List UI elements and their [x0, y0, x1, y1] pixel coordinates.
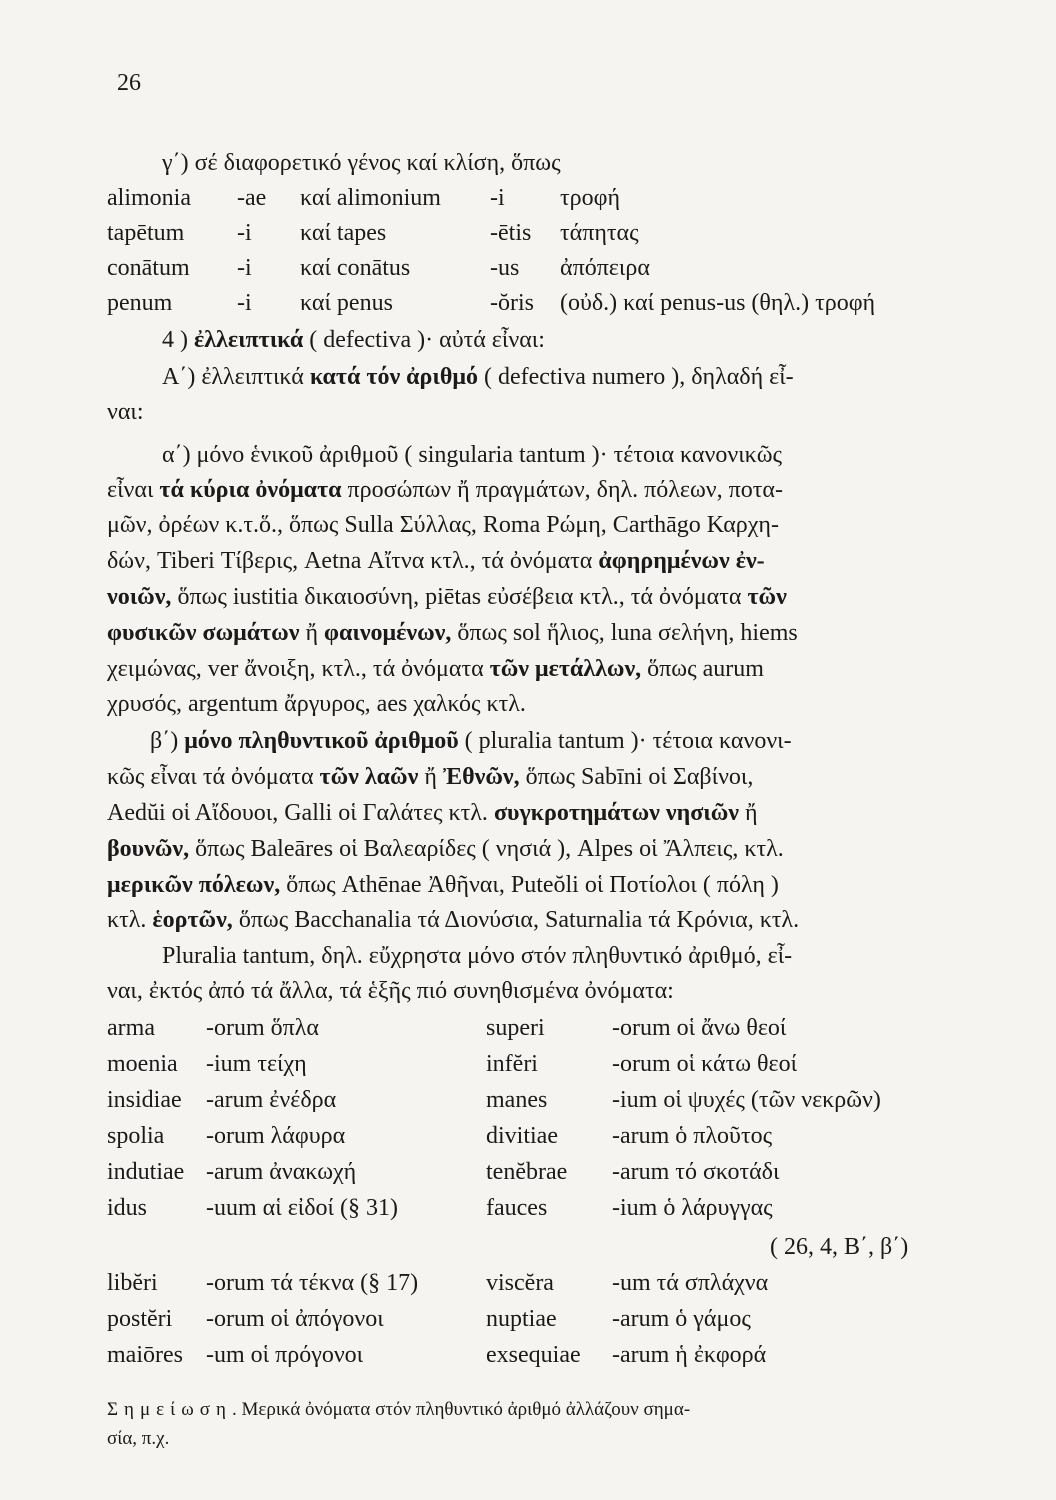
- alpha-line: φυσικῶν σωμάτων ἤ φαινομένων, ὅπως sol ἥλιος, luna σελήνη, hiems: [107, 620, 798, 646]
- reference-note: ( 26, 4, Β΄, β΄): [770, 1234, 909, 1260]
- alpha-line: νοιῶν, ὅπως iustitia δικαιοσύνη, piētas εὐσέβεια κτλ., τά ὀνόματα τῶν: [107, 584, 787, 610]
- section-a-line1: Α΄) ἐλλειπτικά κατά τόν ἀριθμό ( defectiva numero ), δηλαδή εἶ-: [162, 364, 794, 390]
- item4-line: 4 ) ἐλλειπτικά ( defectiva )· αὐτά εἶναι:: [162, 327, 545, 353]
- section-a-line2: ναι:: [107, 399, 144, 425]
- pluralia-line: Pluralia tantum, δηλ. εὔχρηστα μόνο στόν πληθυντικό ἀριθμό, εἶ-: [162, 943, 793, 969]
- alpha-line: χειμώνας, ver ἄνοιξη, κτλ., τά ὀνόματα τῶν μετάλλων, ὅπως aurum: [107, 656, 764, 682]
- footnote-continuation: σία, π.χ.: [107, 1428, 170, 1449]
- pluralia-line: ναι, ἐκτός ἀπό τά ἄλλα, τά ἑξῆς πιό συνηθισμένα ὀνόματα:: [107, 978, 674, 1004]
- alpha-line: εἶναι τά κύρια ὀνόματα προσώπων ἤ πραγμάτων, δηλ. πόλεων, ποτα-: [107, 477, 783, 503]
- alpha-line: α΄) μόνο ἑνικοῦ ἀριθμοῦ ( singularia tantum )· τέτοια κανονικῶς: [162, 442, 783, 468]
- alpha-line: χρυσός, argentum ἄργυρος, aes χαλκός κτλ.: [107, 691, 526, 717]
- beta-line: Aedŭi οἱ Αἴδουοι, Galli οἱ Γαλάτες κτλ. συγκροτημάτων νησιῶν ἤ: [107, 800, 758, 826]
- beta-line: β΄) μόνο πληθυντικοῦ ἀριθμοῦ ( pluralia tantum )· τέτοια κανονι-: [150, 728, 792, 754]
- beta-line: βουνῶν, ὅπως Baleāres οἱ Βαλεαρίδες ( νησιά ), Alpes οἱ Ἄλπεις, κτλ.: [107, 836, 784, 862]
- footnote: Σημείωση. Μερικά ὀνόματα στόν πληθυντικό ἀριθμό ἀλλάζουν σημα-: [107, 1399, 691, 1420]
- alpha-line: μῶν, ὀρέων κ.τ.ὅ., ὅπως Sulla Σύλλας, Roma Ρώμη, Carthāgo Καρχη-: [107, 512, 779, 538]
- beta-line: μερικῶν πόλεων, ὅπως Athēnae Ἀθῆναι, Puteŏli οἱ Ποτίολοι ( πόλη ): [107, 872, 779, 898]
- document-page: 26 γ΄) σέ διαφορετικό γένος καί κλίση, ὅπως alimonia -ae καί alimonium -i τροφή tapētum -i καί tapes -ētis τάπητας conātum -i καί conātus -us ἀπόπειρα penum -i καί penus -ŏris (οὐδ.) καί penus-us (θηλ.) τροφή 4 ) ἐλλειπτικά ( defectiva )· αὐτά εἶναι: Α΄) ἐλλειπτικά κατά τόν ἀριθμό ( defectiva numero ), δηλαδή εἶ- ναι: α΄) μόνο ἑνικοῦ ἀριθμοῦ ( singularia tantum )· τέτοια κανονικῶς εἶναι τά κύρια ὀνόματα προσώπων ἤ πραγμάτων, δηλ. πόλεων, ποτα- μῶν, ὀρέων κ.τ.ὅ., ὅπως Sulla Σύλλας, Roma Ρώμη, Carthāgo Καρχη- δών, Tiberi Τίβερις, Aetna Αἴτνα κτλ., τά ὀνόματα ἀφηρημένων ἐν- νοιῶν, ὅπως iustitia δικαιοσύνη, piētas εὐσέβεια κτλ., τά ὀνόματα τῶν φυσικῶν σωμάτων ἤ φαινομένων, ὅπως sol ἥλιος, luna σελήνη, hiems χειμώνας, ver ἄνοιξη, κτλ., τά ὀνόματα τῶν μετάλλων, ὅπως aurum χρυσός, argentum ἄργυρος, aes χαλκός κτλ. β΄) μόνο πληθυντικοῦ ἀριθμοῦ ( pluralia tantum )· τέτοια κανονι- κῶς εἶναι τά ὀνόματα τῶν λαῶν ἤ Ἐθνῶν, ὅπως Sabīni οἱ Σαβίνοι, Aedŭi οἱ Αἴδουοι, Galli οἱ Γαλάτες κτλ. συγκροτημάτων νησιῶν ἤ βουνῶν, ὅπως Baleāres οἱ Βαλεαρίδες ( νησιά ), Alpes οἱ Ἄλπεις, κτλ. μερικῶν πόλεων, ὅπως Athēnae Ἀθῆναι, Puteŏli οἱ Ποτίολοι ( πόλη ) κτλ. ἑορτῶν, ὅπως Bacchanalia τά Διονύσια, Saturnalia τά Κρόνια, κτλ. Pluralia tantum, δηλ. εὔχρηστα μόνο στόν πληθυντικό ἀριθμό, εἶ- ναι, ἐκτός ἀπό τά ἄλλα, τά ἑξῆς πιό συνηθισμένα ὀνόματα: arma -orum ὅπλα superi -orum οἱ ἄνω θεοί moenia -ium τείχη infĕri -orum οἱ κάτω θεοί insidiae -arum ἐνέδρα manes -ium οἱ ψυχές (τῶν νεκρῶν) spolia -orum λάφυρα divitiae -arum ὁ πλοῦτος indutiae -arum ἀνακωχή tenĕbrae -arum τό σκοτάδι idus -uum αἱ εἰδοί (§ 31) fauces -ium ὁ λάρυγγας ( 26, 4, Β΄, β΄) libĕri -orum τά τέκνα (§ 17) viscĕra -um τά σπλάχνα postĕri -orum οἱ ἀπόγονοι nuptiae -arum ὁ γάμος maiōres -um οἱ πρόγονοι exsequiae -arum ἡ ἐκφορά Σημείωση. Μερικά ὀνόματα στόν πληθυντικό ἀριθμό ἀλλάζουν σημα- σία, π.χ.: [0, 0, 1056, 1500]
- page-number: 26: [117, 70, 141, 96]
- beta-line: κῶς εἶναι τά ὀνόματα τῶν λαῶν ἤ Ἐθνῶν, ὅπως Sabīni οἱ Σαβίνοι,: [107, 764, 754, 790]
- beta-line: κτλ. ἑορτῶν, ὅπως Bacchanalia τά Διονύσια, Saturnalia τά Κρόνια, κτλ.: [107, 907, 800, 933]
- section-gamma-heading: γ΄) σέ διαφορετικό γένος καί κλίση, ὅπως: [162, 150, 561, 176]
- alpha-line: δών, Tiberi Τίβερις, Aetna Αἴτνα κτλ., τά ὀνόματα ἀφηρημένων ἐν-: [107, 548, 765, 574]
